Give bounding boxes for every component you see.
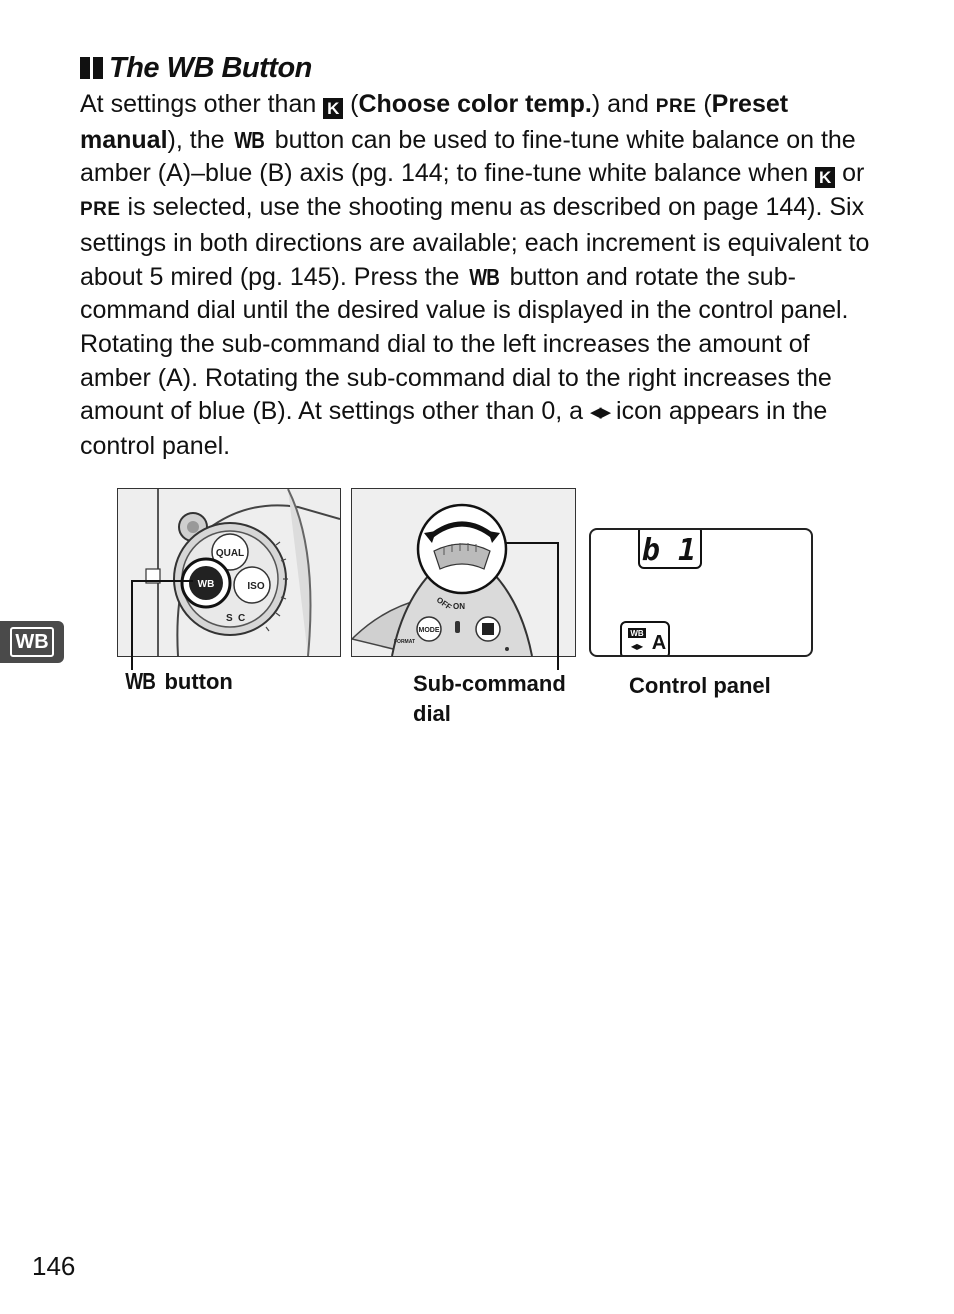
- pre-icon: PRE: [80, 199, 121, 221]
- text-run: ) and: [591, 90, 656, 118]
- section-heading: [80, 48, 312, 88]
- text-run: icon appears in the control panel.: [80, 397, 828, 461]
- text-run: button and rotate the sub-command dial until the desired value is displayed in the control panel. Rotating the sub-command dial to the left increases the amount of amber (A). Rotating the sub-command dial to the right increases the amount of blue (B). At settings other than 0, a: [80, 262, 849, 426]
- caption-control-panel: Control panel: [629, 673, 771, 698]
- wb-leader-horizontal: [131, 580, 193, 582]
- wb-button-photo: [117, 488, 341, 657]
- caption-text: button: [158, 669, 233, 694]
- wb-chapter-icon: WB: [10, 627, 53, 657]
- sub-command-dial-illustration: [352, 489, 575, 656]
- wb-icon: WB: [125, 668, 156, 694]
- qual-label: QUAL: [215, 548, 245, 559]
- wb-icon: WB: [469, 263, 500, 290]
- body-paragraph: [80, 88, 870, 464]
- menu-option-preset-manual: Preset manual: [80, 90, 789, 154]
- s-label: S: [226, 613, 233, 624]
- left-right-arrows-icon: ◀▶: [590, 404, 610, 422]
- text-run: ), the: [167, 125, 232, 154]
- iso-label: ISO: [247, 581, 265, 592]
- panel-wb-indicator: WB: [630, 629, 644, 638]
- text-run: is selected, use the shooting menu as described on page 144). Six settings in both directions are available; each increment is equivalent to about 5 mired (pg. 145). Press the: [80, 193, 870, 291]
- text-run: button can be used to fine-tune white balance on the amber (A)–blue (B) axis (pg. 144; to fine-tune white balance when: [80, 125, 856, 188]
- sub-command-dial-photo: [351, 488, 576, 657]
- wb-leader-vertical: [131, 580, 133, 670]
- off-label: OFF: [434, 595, 454, 612]
- wb-button-label: WB: [197, 579, 215, 590]
- caption-sub-command-dial: Sub-command dial: [413, 671, 566, 726]
- on-label: ON: [453, 602, 465, 611]
- text-run: (: [696, 90, 712, 118]
- format-label: FORMAT: [394, 639, 416, 645]
- wb-icon: WB: [234, 126, 265, 153]
- section-marker-icon: [80, 57, 103, 79]
- k-icon: K: [815, 167, 835, 188]
- dial-leader-horizontal: [505, 542, 559, 544]
- pre-icon: PRE: [655, 96, 697, 117]
- text-run: (: [343, 90, 359, 118]
- k-icon: K: [323, 98, 343, 119]
- menu-option-choose-color-temp: Choose color temp.: [358, 90, 592, 118]
- control-panel-illustration: [589, 528, 813, 657]
- panel-arrows-icon: ◀▶: [630, 642, 644, 651]
- text-run: or: [835, 159, 865, 188]
- text-run: At settings other than: [80, 90, 324, 118]
- page-number: 146: [32, 1251, 76, 1281]
- control-panel-display: [591, 530, 811, 655]
- panel-mode-letter: A: [651, 632, 667, 654]
- dial-leader-vertical: [557, 542, 559, 670]
- chapter-tab-white-balance: [0, 621, 64, 663]
- heading-title: The WB Button: [109, 51, 312, 84]
- wb-fine-tune-value: b 1: [641, 533, 697, 568]
- mode-label: MODE: [418, 627, 440, 634]
- c-label: C: [238, 613, 246, 624]
- caption-wb-button: [122, 666, 233, 697]
- camera-dial-illustration: [118, 489, 340, 656]
